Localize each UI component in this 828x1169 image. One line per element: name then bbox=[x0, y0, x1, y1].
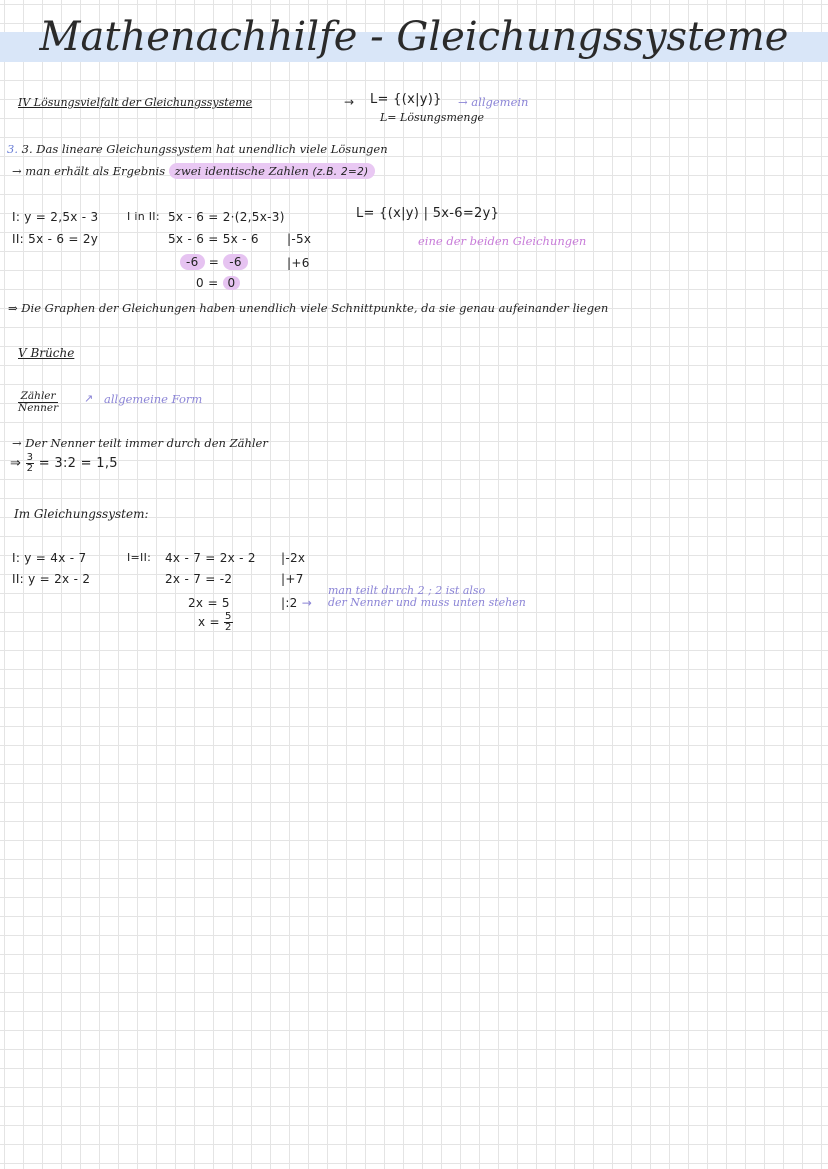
general-note: → allgemein bbox=[458, 95, 529, 109]
example-denominator: 2 bbox=[26, 463, 34, 474]
fraction-op-3 bbox=[281, 596, 312, 610]
fraction-step-2: 2x - 7 = -2 bbox=[165, 572, 233, 586]
result-highlight bbox=[169, 163, 375, 179]
fraction-op-1: |-2x bbox=[281, 551, 306, 565]
step-4-prefix: x = bbox=[198, 615, 220, 629]
example-result: = 3:2 = 1,5 bbox=[38, 456, 118, 471]
case-3-statement: 3. 3. Das lineare Gleichungssystem hat unendlich viele Lösungen bbox=[7, 142, 388, 156]
in-system-heading: Im Gleichungssystem: bbox=[14, 507, 149, 521]
case-3-step-1: 5x - 6 = 2·(2,5x-3) bbox=[168, 210, 285, 224]
case-3-op-2: |-5x bbox=[287, 232, 312, 246]
fraction-equation-1: I: y = 4x - 7 bbox=[12, 551, 87, 565]
heading-arrow: → bbox=[344, 95, 355, 109]
case-3-op-3: |+6 bbox=[287, 256, 310, 270]
fraction-op-2: |+7 bbox=[281, 572, 304, 586]
case-3-conclusion: ⇒ Die Graphen der Gleichungen haben unendlich viele Schnittpunkte, da sie genau aufeinander liegen bbox=[8, 301, 609, 315]
form-note: allgemeine Form bbox=[104, 392, 203, 406]
fraction-step-1: 4x - 7 = 2x - 2 bbox=[165, 551, 256, 565]
fraction-rule: → Der Nenner teilt immer durch den Zähler bbox=[12, 436, 268, 450]
note-line-1: man teilt durch 2 ; 2 ist also bbox=[328, 584, 486, 597]
result-highlight-text: zwei identische Zahlen bbox=[174, 164, 309, 178]
page-title: Mathenachhilfe - Gleichungssysteme bbox=[39, 14, 789, 60]
section-4-heading: IV Lösungsvielfalt der Gleichungssysteme bbox=[18, 96, 253, 109]
fraction-division-note bbox=[328, 585, 526, 609]
op-3-arrow: → bbox=[301, 596, 313, 610]
note-line-2: der Nenner und muss unten stehen bbox=[328, 596, 526, 609]
case-3-substitution-label: I in II: bbox=[127, 210, 160, 223]
example-fraction bbox=[26, 453, 35, 474]
op-3-text: |:2 bbox=[281, 596, 298, 610]
case-3-step-4 bbox=[196, 276, 240, 290]
case-3-solution-set: L= {(x|y) | 5x-6=2y} bbox=[356, 206, 500, 221]
step-4-equals: = bbox=[208, 276, 219, 290]
fraction-step-4 bbox=[198, 612, 233, 633]
denominator-label: Nenner bbox=[18, 402, 59, 414]
result-prefix: → man erhält als Ergebnis bbox=[12, 164, 166, 178]
fraction-general-form bbox=[18, 391, 58, 414]
step-4-numerator: 5 bbox=[225, 611, 232, 622]
case-3-equation-2: II: 5x - 6 = 2y bbox=[12, 232, 99, 246]
numerator-label: Zähler bbox=[18, 391, 58, 403]
fraction-equation-2: II: y = 2x - 2 bbox=[12, 572, 91, 586]
step-3-equals: = bbox=[208, 255, 220, 269]
case-3-step-2: 5x - 6 = 5x - 6 bbox=[168, 232, 259, 246]
case-3-equation-1: I: y = 2,5x - 3 bbox=[12, 210, 99, 224]
section-5-heading: V Brüche bbox=[18, 346, 75, 360]
step-4-left: 0 bbox=[196, 276, 204, 290]
solution-set-general: L= {(x|y)} bbox=[370, 92, 442, 107]
example-implies: ⇒ bbox=[10, 456, 22, 471]
result-example: (z.B. 2=2) bbox=[312, 166, 369, 178]
fraction-example bbox=[10, 453, 118, 474]
example-numerator: 3 bbox=[26, 452, 34, 463]
form-arrow: ↗ bbox=[84, 392, 94, 405]
solution-set-meaning: L= Lösungsmenge bbox=[380, 111, 485, 124]
fraction-substitution-label: I=II: bbox=[127, 551, 152, 564]
step-3-right: -6 bbox=[223, 254, 248, 270]
step-4-right: 0 bbox=[223, 276, 241, 290]
case-3-statement-text: 3. Das lineare Gleichungssystem hat unendlich viele Lösungen bbox=[21, 142, 388, 156]
fraction-step-3: 2x = 5 bbox=[188, 596, 230, 610]
case-3-solution-note: eine der beiden Gleichungen bbox=[418, 234, 587, 248]
case-3-result-line bbox=[12, 164, 375, 178]
step-4-denominator: 2 bbox=[225, 622, 232, 633]
case-3-step-3 bbox=[180, 254, 248, 270]
step-3-left: -6 bbox=[180, 254, 205, 270]
step-4-fraction bbox=[224, 612, 233, 633]
